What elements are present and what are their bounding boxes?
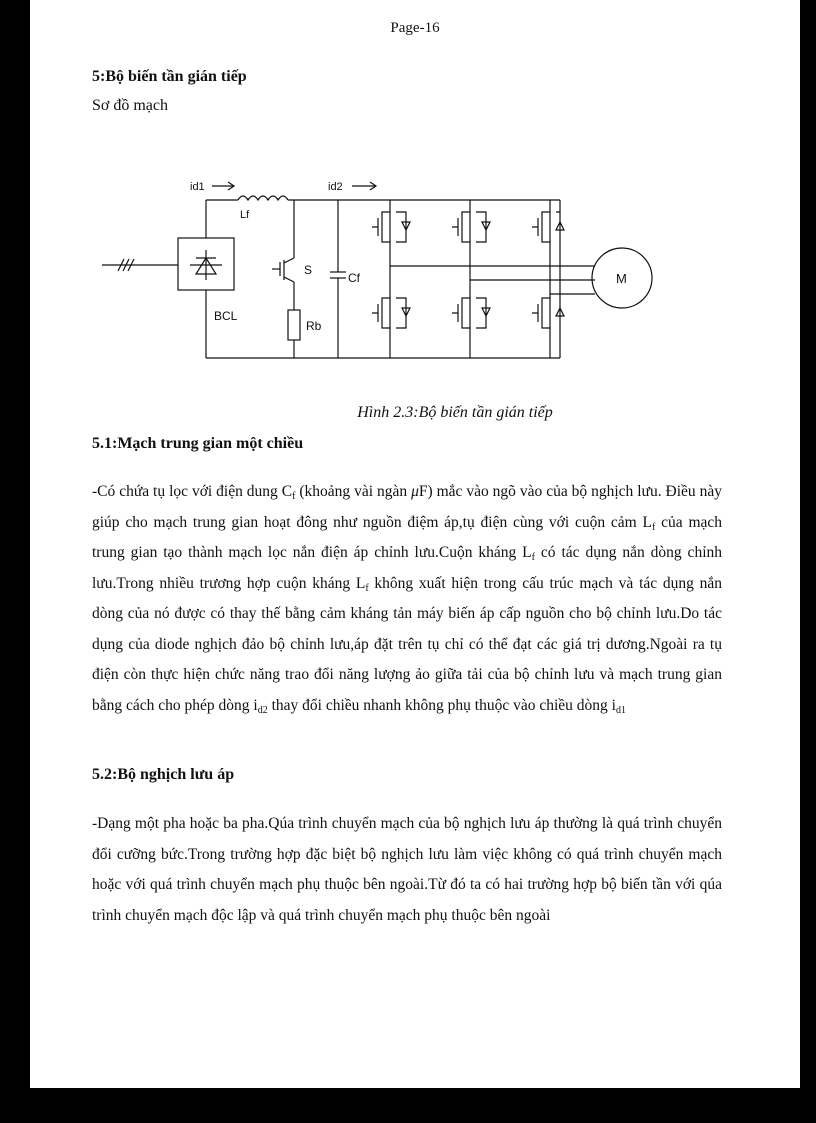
document-page xyxy=(30,0,800,1088)
label-id1: id1 xyxy=(190,181,205,193)
section-subtitle: Sơ đồ mạch xyxy=(92,97,169,114)
scan-border xyxy=(800,0,816,1123)
inverter-legs xyxy=(390,200,560,358)
label-cf: Cf xyxy=(348,271,360,285)
label-id2: id2 xyxy=(328,181,343,193)
label-bcl: BCL xyxy=(214,309,238,323)
subsection-title-5-2: 5.2:Bộ nghịch lưu áp xyxy=(92,766,235,783)
section-title: 5:Bộ biến tần gián tiếp xyxy=(92,68,247,85)
circuit-diagram xyxy=(90,170,690,390)
label-motor: M xyxy=(616,271,627,286)
label-s: S xyxy=(304,263,313,277)
subsection-title-5-1: 5.1:Mạch trung gian một chiều xyxy=(92,435,304,452)
paragraph-5-2: -Dạng một pha hoặc ba pha.Qúa trình chuyển mạch của bộ nghịch lưu áp thường là quá trình chuyển đổi cưỡng bức.Trong trường hợp đặc biệt bộ nghịch lưu làm việc không có quá trình chuyển mạch hoặc với quá trình chuyển mạch phụ thuộc bên ngoài.Từ đó ta có hai trường hợp bộ biến tần với qúa trình chuyển mạch độc lập và quá trình chuyển mạch phụ thuộc bên ngoài xyxy=(92,815,722,924)
figure-caption: Hình 2.3:Bộ biến tần gián tiếp xyxy=(357,404,553,421)
label-lf: Lf xyxy=(240,209,250,221)
page-number: Page-16 xyxy=(390,20,440,36)
paragraph-5-1: -Có chứa tụ lọc với điện dung $C_f$ (khoảng vài ngàn μF) mắc vào ngõ vào của bộ nghịch lưu. Điều này giúp cho mạch trung gian hoạt đông như nguồn điệm áp,tụ điện cùng với cuộn cảm $L_f$ của mạch trung gian tạo thành mạch lọc nắn điện áp chỉnh lưu.Cuộn kháng $L_f$ có tác dụng nắn dòng chỉnh lưu.Trong nhiều trương hợp cuộn kháng $L_f$ không xuất hiện trong cấu trúc mạch và tác dụng nắn dòng của nó được có thay thế bằng cảm kháng tản máy biến áp cấp nguồn cho bộ chỉnh lưu.Do tác dụng của diode nghịch đảo bộ chỉnh lưu,áp đặt trên tụ chỉ có thể đạt các giá trị dương.Ngoài ra tụ điện còn thực hiện chức năng trao đổi năng lượng ảo giữa tải của bộ chỉnh lưu và mạch trung gian bằng cách cho phép dòng $i_{d2}$ thay đổi chiều nhanh không phụ thuộc vào chiều dòng $i_{d1}$ xyxy=(92,483,723,716)
label-rb: Rb xyxy=(306,319,322,333)
